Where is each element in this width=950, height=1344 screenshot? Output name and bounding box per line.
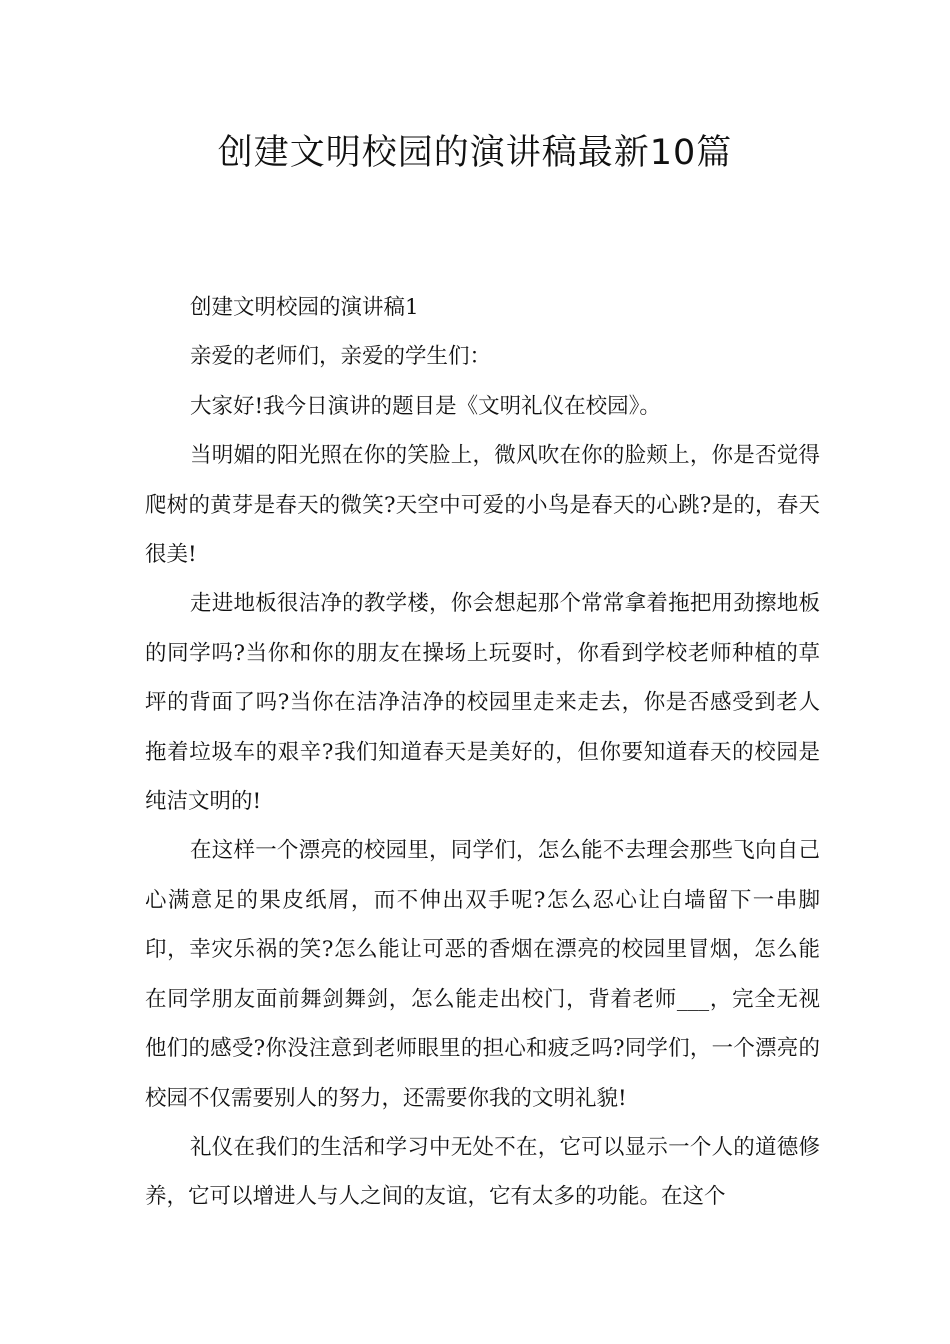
- paragraph: 在这样一个漂亮的校园里，同学们，怎么能不去理会那些飞向自己心满意足的果皮纸屑，而不伸出双手呢?怎么忍心让白墙留下一串脚印，幸灾乐祸的笑?怎么能让可恶的香烟在漂亮的校园里冒烟，怎么能在同学朋友面前舞剑舞剑，怎么能走出校门，背着老师___，完全无视他们的感受?你没注意到老师眼里的担心和疲乏吗?同学们，一个漂亮的校园不仅需要别人的努力，还需要你我的文明礼貌!: [145, 838, 820, 1111]
- paragraph-heading: 创建文明校园的演讲稿1: [190, 295, 419, 320]
- paragraph: 礼仪在我们的生活和学习中无处不在，它可以显示一个人的道德修养，它可以增进人与人之间的友谊，它有太多的功能。在这个: [145, 1134, 820, 1210]
- paragraph: 走进地板很洁净的教学楼，你会想起那个常常拿着拖把用劲擦地板的同学吗?当你和你的朋友在操场上玩耍时，你看到学校老师种植的草坪的背面了吗?当你在洁净洁净的校园里走来走去，你是否感受到老人拖着垃圾车的艰辛?我们知道春天是美好的，但你要知道春天的校园是纯洁文明的!: [145, 591, 820, 815]
- document-title: 创建文明校园的演讲稿最新10篇: [217, 133, 733, 173]
- paragraph: 当明媚的阳光照在你的笑脸上，微风吹在你的脸颊上，你是否觉得爬树的黄芽是春天的微笑?天空中可爱的小鸟是春天的心跳?是的，春天很美!: [145, 443, 820, 568]
- paragraph-salutation: 亲爱的老师们，亲爱的学生们：: [190, 344, 492, 370]
- document-body: [145, 283, 820, 1222]
- paragraph-greeting: 大家好!我今日演讲的题目是《文明礼仪在校园》。: [190, 393, 661, 419]
